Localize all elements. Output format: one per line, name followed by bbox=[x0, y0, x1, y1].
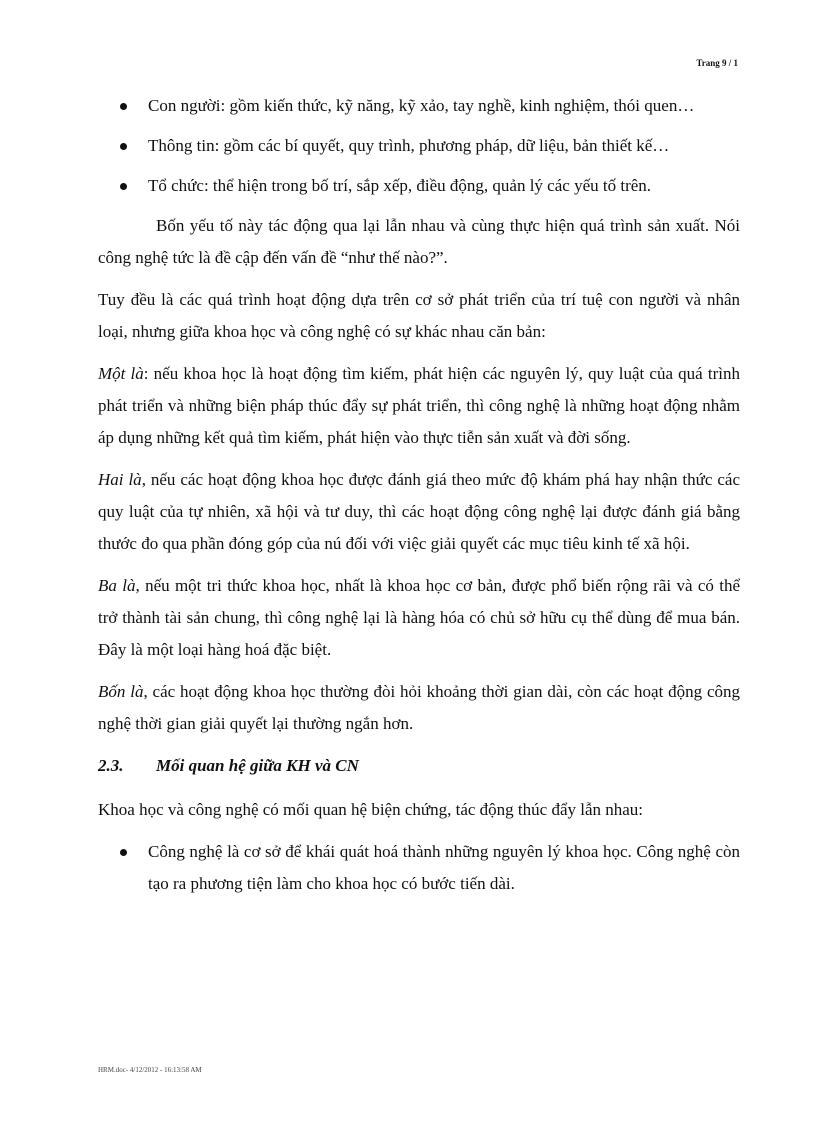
point-paragraph bbox=[98, 464, 740, 560]
point-text: , nếu một tri thức khoa học, nhất là khoa học cơ bản, được phổ biến rộng rãi và có thể trở thành tài sản chung, thì công nghệ lại là hàng hóa có chủ sở hữu cụ thể dùng để mua bán. Đây là một loại hàng hoá đặc biệt. bbox=[98, 576, 741, 659]
paragraph: Tuy đều là các quá trình hoạt động dựa trên cơ sở phát triển của trí tuệ con người và nhân loại, nhưng giữa khoa học và công nghệ có sự khác nhau căn bản: bbox=[98, 290, 740, 341]
page-number: Trang 9 / 1 bbox=[696, 58, 738, 68]
point-lead: Ba là bbox=[98, 576, 136, 595]
footer-text: HRM.doc- 4/12/2012 - 16:13:58 AM bbox=[98, 1066, 202, 1074]
list-item: Con người: gồm kiến thức, kỹ năng, kỹ xảo, tay nghề, kinh nghiệm, thói quen… bbox=[98, 90, 740, 122]
list-item: Thông tin: gồm các bí quyết, quy trình, phương pháp, dữ liệu, bản thiết kế… bbox=[98, 130, 740, 162]
point-paragraph bbox=[98, 358, 740, 454]
bullet-list-top bbox=[98, 90, 740, 202]
point-paragraph bbox=[98, 570, 740, 666]
point-text: : nếu khoa học là hoạt động tìm kiếm, phát hiện các nguyên lý, quy luật của quá trình phát triển và những biện pháp thúc đẩy sự phát triển, thì công nghệ là những hoạt động nhằm áp dụng những kết quả tìm kiếm, phát hiện vào thực tiễn sản xuất và đời sống. bbox=[98, 364, 740, 447]
point-paragraph bbox=[98, 676, 740, 740]
point-lead: Một là bbox=[98, 364, 144, 383]
point-text: , các hoạt động khoa học thường đòi hỏi khoảng thời gian dài, còn các hoạt động công nghệ thời gian giải quyết lại thường ngắn hơn. bbox=[98, 682, 741, 733]
point-text: , nếu các hoạt động khoa học được đánh giá theo mức độ khám phá hay nhận thức các quy luật của tự nhiên, xã hội và tư duy, thì các hoạt động công nghệ lại được đánh giá bằng thước đo qua phần đóng góp của nú đối với việc giải quyết các mục tiêu kinh tế xã hội. bbox=[98, 470, 740, 553]
paragraph: Bốn yếu tố này tác động qua lại lẫn nhau và cùng thực hiện quá trình sản xuất. Nói công nghệ tức là đề cập đến vấn đề “như thế nào?”. bbox=[98, 216, 740, 267]
list-item: Công nghệ là cơ sở để khái quát hoá thành những nguyên lý khoa học. Công nghệ còn tạo ra phương tiện làm cho khoa học có bước tiến dài. bbox=[98, 836, 740, 900]
section-title: Mối quan hệ giữa KH và CN bbox=[156, 756, 359, 775]
section-heading bbox=[98, 750, 740, 782]
bullet-list-bottom bbox=[98, 836, 740, 900]
list-item: Tổ chức: thể hiện trong bố trí, sắp xếp, điều động, quản lý các yếu tố trên. bbox=[98, 170, 740, 202]
point-lead: Hai là bbox=[98, 470, 142, 489]
section-number: 2.3. bbox=[98, 756, 124, 775]
point-lead: Bốn là bbox=[98, 682, 144, 701]
paragraph: Khoa học và công nghệ có mối quan hệ biện chứng, tác động thúc đẩy lẫn nhau: bbox=[98, 800, 644, 819]
document-body bbox=[98, 90, 740, 900]
